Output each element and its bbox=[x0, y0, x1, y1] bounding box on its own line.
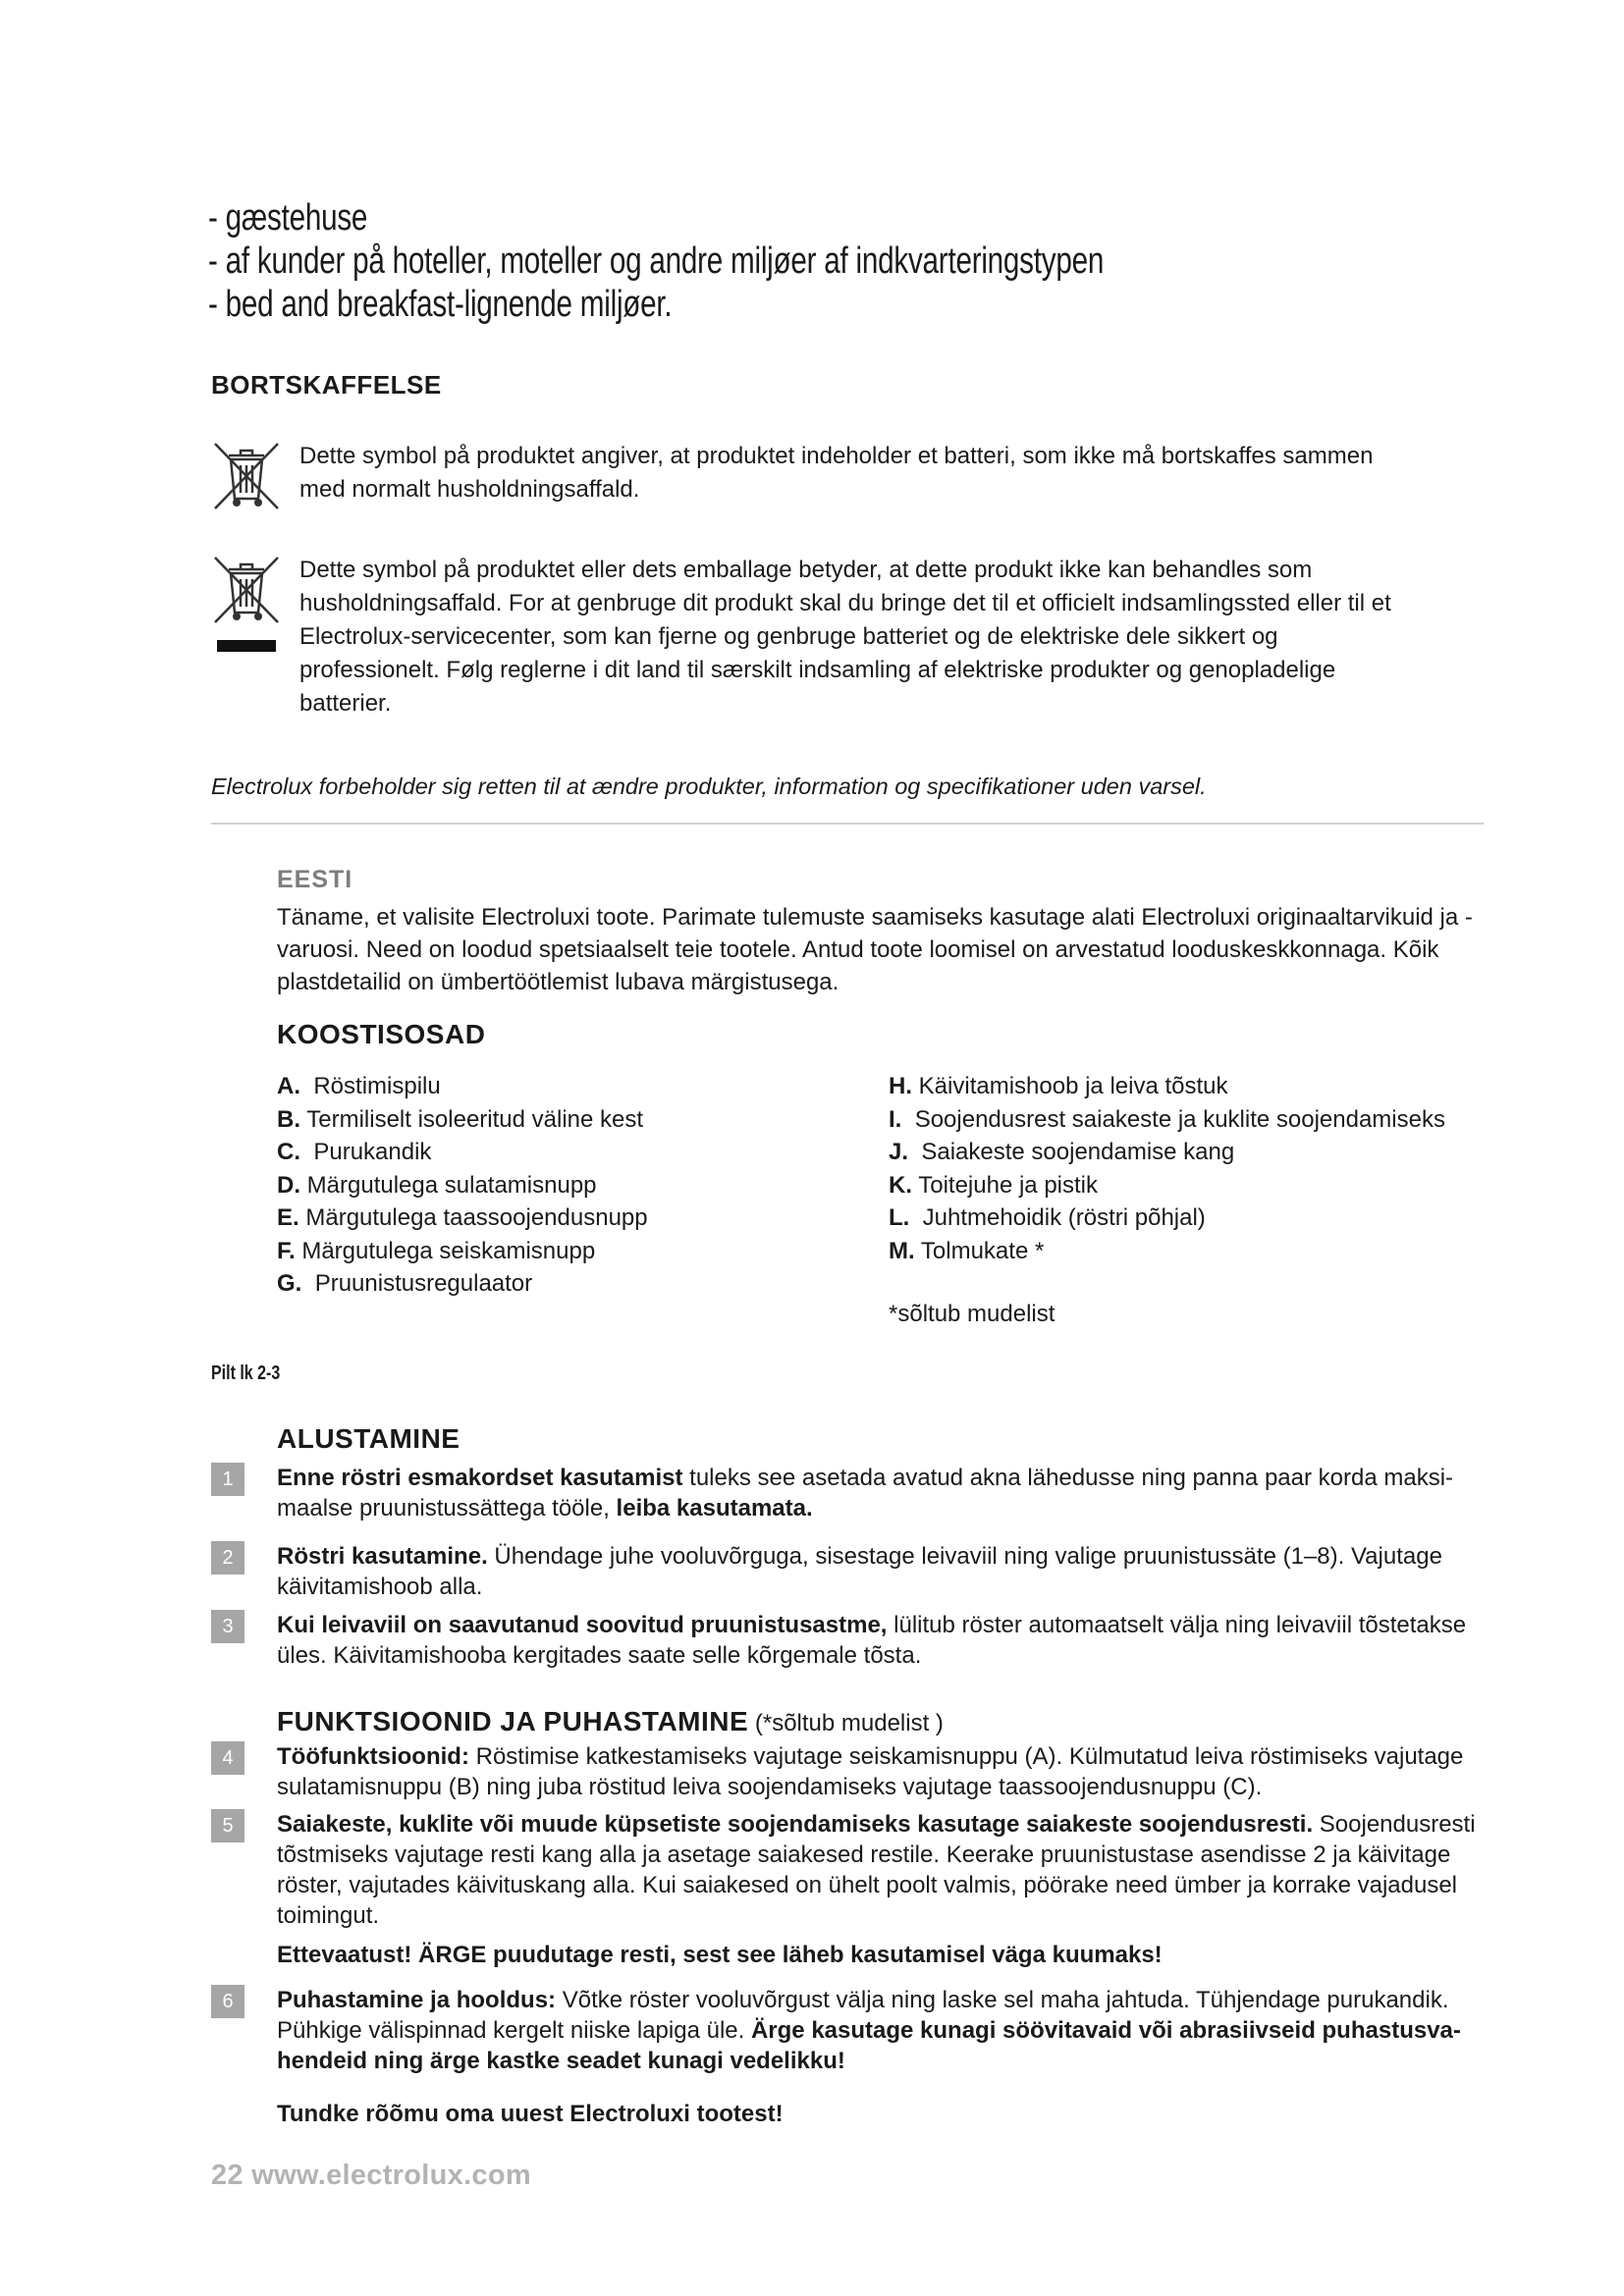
battery-disposal-row bbox=[211, 440, 1488, 519]
list-item: M. Tolmukate * bbox=[889, 1237, 1045, 1264]
list-item: B. Termiliselt isoleeritud väline kest bbox=[277, 1105, 644, 1133]
step-text: Puhastamine ja hooldus: Võtke röster vooluvõrgust välja ning laske sel maha jahtuda. Tühjendage purukandik. Pühkige välispinnad kergelt niiske lapiga üle. Ärge kasutage kunagi söövitavaid või abrasiivseid puhastusvahendeid ning ärge kastke seadet kunagi vedelikku! bbox=[277, 1987, 1461, 2074]
parts-list-right bbox=[889, 1070, 1497, 1267]
intro-text: Täname, et valisite Electroluxi toote. Parimate tulemuste saamiseks kasutage alati Electroluxi originaaltarvikuid ja -varuosi. Need on loodud spetsiaalselt teie tootele. Antud toote loomisel on arvestatud looduskeskkonnaga. Kõik plastdetailid on ümbertöötlemist lubava märgistusega. bbox=[277, 904, 1473, 995]
list-item: - gæstehuse bbox=[208, 197, 368, 239]
list-item: J. Saiakeste soojendamise kang bbox=[889, 1139, 1235, 1165]
list-item: - af kunder på hoteller, moteller og andre miljøer af indkvarteringstypen bbox=[208, 240, 1105, 282]
list-item: L. Juhtmehoidik (röstri põhjal) bbox=[889, 1204, 1206, 1231]
step-text: Tööfunktsioonid: Röstimise katkestamiseks vajutage seiskamisnuppu (A). Külmutatud leiva röstimiseks vajutage sulatamisnuppu (B) ning juba röstitud leiva soojendamiseks vajutage taassoojendusnuppu (C). bbox=[277, 1743, 1464, 1800]
language-heading: EESTI bbox=[277, 866, 353, 893]
list-item: G. Pruunistusregulaator bbox=[277, 1270, 533, 1297]
disclaimer: Electrolux forbeholder sig retten til at ændre produkter, information og specifikationer uden varsel. bbox=[211, 774, 1207, 799]
closing-text: Tundke rõõmu oma uuest Electroluxi tootest! bbox=[277, 2101, 784, 2127]
parts-list-left bbox=[277, 1070, 866, 1301]
step-number: 1 bbox=[211, 1463, 244, 1496]
step-text: Röstri kasutamine. Ühendage juhe vooluvõrguga, sisestage leivaviil ning valige pruunistussäte (1–8). Vajutage käivitamishoob alla. bbox=[277, 1543, 1442, 1600]
step-number: 3 bbox=[211, 1610, 244, 1643]
list-item: C. Purukandik bbox=[277, 1139, 432, 1165]
list-item: K. Toitejuhe ja pistik bbox=[889, 1171, 1098, 1199]
step-text: Enne röstri esmakordset kasutamist tuleks see asetada avatud akna lähedusse ning panna paar korda maksimaalse pruunistussättega tööle, leiba kasutamata. bbox=[277, 1465, 1454, 1522]
battery-disposal-text: Dette symbol på produktet angiver, at produktet indeholder et batteri, som ikke må bortskaffes sammen med normalt husholdningsaffald. bbox=[299, 443, 1374, 503]
step-text: Kui leivaviil on saavutanud soovitud pruunistusastme, lülitub röster automaatselt välja ning leivaviil tõstetakse üles. Käivitamishooba kergitades saate selle kõrgemale tõsta. bbox=[277, 1612, 1467, 1669]
dash-list bbox=[208, 196, 1485, 326]
warning-text: Ettevaatust! ÄRGE puudutage resti, sest see läheb kasutamisel väga kuumaks! bbox=[277, 1942, 1163, 1968]
step-number: 2 bbox=[211, 1541, 244, 1575]
step-number: 5 bbox=[211, 1809, 244, 1842]
list-item: H. Käivitamishoob ja leiva tõstuk bbox=[889, 1073, 1228, 1099]
model-note: *sõltub mudelist bbox=[889, 1301, 1056, 1327]
list-item: I. Soojendusrest saiakeste ja kuklite soojendamiseks bbox=[889, 1105, 1445, 1133]
product-disposal-text: Dette symbol på produktet eller dets emballage betyder, at dette produkt ikke kan behandles som husholdningsaffald. For at genbruge dit produkt skal du bringe det til et officielt indsamlingssted eller til et Electrolux-servicecenter, som kan fjerne og genbruge batteriet og de elektriske dele sikkert og professionelt. Følg reglerne i dit land til særskilt indsamling af elektriske produkter og genopladelige batterier. bbox=[299, 557, 1391, 717]
bortskaffelse-heading: BORTSKAFFELSE bbox=[211, 370, 442, 400]
list-item: D. Märgutulega sulatamisnupp bbox=[277, 1171, 597, 1199]
koostisosad-heading: KOOSTISOSAD bbox=[277, 1019, 486, 1049]
step-number: 4 bbox=[211, 1741, 244, 1775]
crossed-out-wheelie-bin-bar-icon bbox=[211, 554, 282, 658]
divider bbox=[211, 823, 1484, 825]
funktsioonid-heading: FUNKTSIOONID JA PUHASTAMINE (*sõltub mudelist ) bbox=[277, 1706, 944, 1736]
list-item: - bed and breakfast-lignende miljøer. bbox=[208, 284, 673, 325]
figure-reference: Pilt lk 2-3 bbox=[211, 1362, 281, 1384]
crossed-out-wheelie-bin-icon bbox=[211, 440, 282, 514]
product-disposal-row bbox=[211, 554, 1488, 721]
list-item: F. Märgutulega seiskamisnupp bbox=[277, 1237, 596, 1264]
list-item: E. Märgutulega taassoojendusnupp bbox=[277, 1204, 648, 1231]
list-item: A. Röstimispilu bbox=[277, 1073, 441, 1099]
page-footer[interactable]: 22 www.electrolux.com bbox=[211, 2160, 531, 2191]
alustamine-heading: ALUSTAMINE bbox=[277, 1423, 460, 1454]
step-number: 6 bbox=[211, 1985, 244, 2018]
step-text: Saiakeste, kuklite või muude küpsetiste soojendamiseks kasutage saiakeste soojendusresti. Soojendusresti tõstmiseks vajutage resti kang alla ja asetage saiakesed restile. Keerake pruunistustase asendisse 2 ja käivitage röster, vajutades käivituskang alla. Kui saiakesed on ühelt poolt valmis, pöörake need ümber ja korrake vajadusel toimingut. bbox=[277, 1811, 1476, 1929]
